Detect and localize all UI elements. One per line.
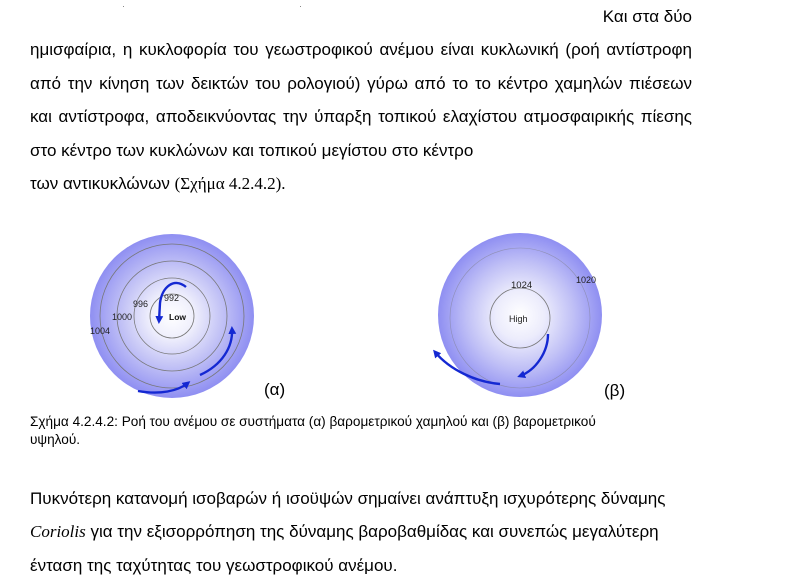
- isobar-label-1000: 1000: [112, 312, 133, 322]
- paragraph-intro-last-line: [30, 167, 692, 200]
- isobar-label-1024: 1024: [511, 280, 533, 291]
- paragraph-intro: [30, 0, 692, 200]
- isobar-label-996: 996: [133, 299, 149, 309]
- paragraph-coriolis-line-2-rest: για την εξισορρόπηση της δύναμης βαροβαθμίδας και συνεπώς μεγαλύτερη: [85, 522, 659, 542]
- paragraph-intro-last-text: των αντικυκλώνων: [30, 174, 175, 194]
- paragraph-coriolis-line-1: Πυκνότερη κατανομή ισοβαρών ή ισοϋψών σημαίνει ανάπτυξη ισχυρότερης δύναμης: [30, 489, 666, 508]
- isobar-label-1004: 1004: [90, 326, 111, 336]
- figure-caption-line-1: Σχήμα 4.2.4.2: Ροή του ανέμου σε συστήματα (α) βαρομετρικού χαμηλού και (β) βαρομετρικού: [30, 414, 596, 429]
- panel-label-b: (β): [604, 381, 626, 400]
- paragraph-coriolis-line-2: [30, 515, 692, 548]
- figure-reference: (Σχήμα 4.2.4.2).: [174, 174, 286, 194]
- paragraph-intro-line: ημισφαίρια, η κυκλοφορία του γεωστροφικού ανέμου είναι κυκλωνική (ροή: [30, 40, 600, 60]
- paragraph-coriolis: [30, 482, 692, 582]
- paragraph-coriolis-line-3: ένταση της ταχύτητας του γεωστροφικού ανέμου.: [30, 555, 398, 575]
- figure-caption: [30, 413, 692, 448]
- low-center-label: Low: [169, 312, 186, 322]
- paragraph-intro-line: χαμηλών πιέσεων και αντίστροφα, αποδεικνύοντας την ύπαρξη τοπικού ελαχίστου: [30, 73, 692, 127]
- isobar-label-1020: 1020: [576, 275, 597, 285]
- isobar-label-992: 992: [164, 293, 180, 303]
- paragraph-intro-line: αντίστροφη από την κίνηση των δεικτών του ρολογιού) γύρω από το το κέντρο: [30, 40, 692, 93]
- paragraph-intro-line-1: Και στα δύο: [602, 7, 692, 26]
- high-center-label: High: [509, 314, 528, 324]
- paragraph-intro-line: ατμοσφαιρικής πίεσης στο κέντρο των κυκλώνων και τοπικού μεγίστου στο κέντρο: [30, 107, 692, 160]
- figure-caption-line-2: υψηλού.: [30, 431, 81, 447]
- panel-label-a: (α): [264, 380, 286, 399]
- low-pressure-diagram: [80, 225, 260, 400]
- coriolis-term: Coriolis: [30, 522, 86, 542]
- high-pressure-diagram: [430, 230, 610, 400]
